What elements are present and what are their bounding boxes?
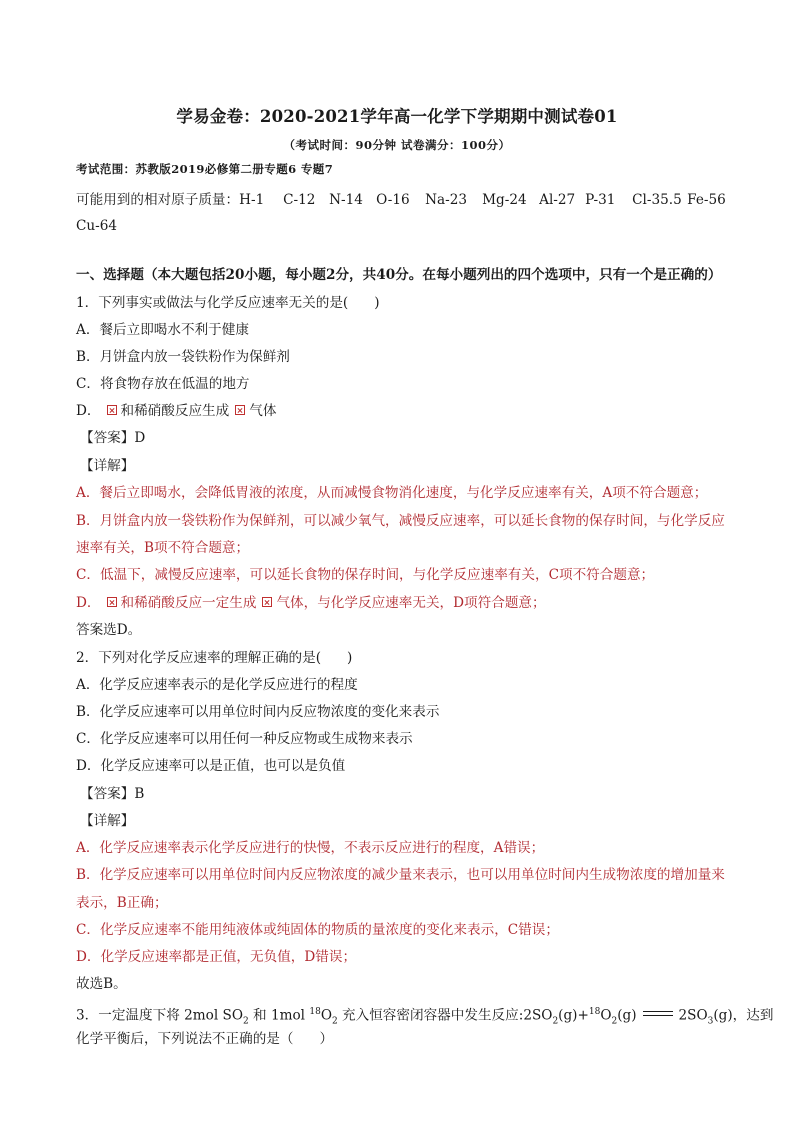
question-text: 和 1mol — [253, 1007, 310, 1024]
option-a: A．餐后立即喝水不利于健康 — [76, 322, 249, 338]
explanation-line: C．化学反应速率不能用纯液体或纯固体的物质的量浓度的变化来表示，C错误； — [76, 922, 559, 938]
explanation-line: 速率有关，B项不符合题意； — [76, 540, 250, 556]
explanation-line: B．化学反应速率可以用单位时间内反应物浓度的减少量来表示，也可以用单位时间内生成物浓度的增加量来 — [76, 867, 725, 883]
atomic-mass-item: O-16 — [376, 192, 410, 208]
question-text: 充入恒容密闭容器中发生反应:2SO — [342, 1007, 553, 1024]
atomic-mass-item: Al-27 — [539, 192, 576, 208]
atomic-mass-item: P-31 — [585, 192, 616, 208]
question-text: O — [600, 1007, 612, 1024]
page-title: 学易金卷：2020-2021学年高一化学下学期期中测试卷01 — [176, 107, 618, 126]
answer-label: 【答案】B — [80, 786, 145, 802]
question-text: 3．一定温度下将 2mol SO — [76, 1007, 243, 1024]
exam-scope: 考试范围：苏教版2019必修第二册专题6 专题7 — [76, 162, 334, 176]
option-d — [76, 402, 276, 420]
question-text: (g) — [617, 1007, 637, 1024]
superscript: 18 — [309, 1007, 321, 1017]
atomic-mass-line — [76, 191, 726, 209]
question-text: O — [320, 1007, 332, 1024]
explanation-line: A．餐后立即喝水，会降低胃液的浓度，从而减慢食物消化速度，与化学反应速率有关，A项不符合题意； — [76, 485, 708, 501]
explanation-line: B．月饼盒内放一袋铁粉作为保鲜剂，可以减少氧气，减慢反应速率，可以延长食物的保存时间，与化学反应 — [76, 513, 725, 529]
option-text: 和稀硝酸反应生成 — [120, 403, 230, 419]
atomic-mass-item: N-14 — [329, 192, 363, 208]
final-answer: 故选B。 — [76, 976, 127, 992]
question-text: (g)，达到 — [713, 1007, 774, 1024]
atomic-mass-item: H-1 — [239, 192, 265, 208]
option-label: D． — [76, 403, 101, 419]
explanation-text: 和稀硝酸反应一定生成 — [120, 595, 257, 611]
exam-info: （考试时间：90分钟 试卷满分：100分） — [283, 138, 511, 152]
atomic-mass-item: Cl-35.5 — [632, 192, 682, 208]
atomic-mass-item: Cu-64 — [76, 218, 118, 234]
subscript: 2 — [552, 1016, 559, 1027]
atomic-mass-item: Fe-56 — [687, 192, 726, 208]
option-text: 气体 — [249, 403, 277, 419]
question-text: 2SO — [678, 1007, 708, 1024]
explanation-line: C．低温下，减慢反应速率，可以延长食物的保存时间，与化学反应速率有关，C项不符合题意； — [76, 567, 655, 583]
detail-label: 【详解】 — [80, 813, 135, 829]
explanation-line — [76, 594, 546, 612]
question-paren: ） — [319, 1031, 334, 1047]
subscript: 2 — [242, 1016, 249, 1027]
explanation-text: 气体，与化学反应速率无关，D项符合题意； — [276, 595, 546, 611]
question-stem — [76, 1003, 773, 1030]
option-a: A．化学反应速率表示的是化学反应进行的程度 — [76, 677, 358, 693]
question-text: 2．下列对化学反应速率的理解正确的是( — [76, 650, 322, 666]
question-stem-continued — [76, 1030, 333, 1048]
question-text: (g)+ — [558, 1007, 589, 1024]
detail-label: 【详解】 — [80, 458, 135, 474]
question-paren: ) — [374, 295, 380, 311]
question-text: 化学平衡后，下列说法不正确的是（ — [76, 1031, 294, 1047]
question-text: 1．下列事实或做法与化学反应速率无关的是( — [76, 295, 349, 311]
question-paren: ) — [347, 650, 353, 666]
broken-image-icon — [107, 405, 117, 415]
explanation-line: A．化学反应速率表示化学反应进行的快慢，不表示反应进行的程度，A错误； — [76, 840, 545, 856]
broken-image-icon — [107, 597, 117, 607]
option-c: C．化学反应速率可以用任何一种反应物或生成物来表示 — [76, 731, 413, 747]
superscript: 18 — [588, 1007, 601, 1017]
question-stem — [76, 294, 380, 312]
section-heading: 一、选择题（本大题包括20小题，每小题2分，共40分。在每小题列出的四个选项中，只有一个是正确的） — [76, 267, 722, 283]
atomic-mass-label: 可能用到的相对原子质量： — [76, 192, 240, 208]
explanation-line: 表示，B正确； — [76, 895, 168, 911]
subscript: 2 — [331, 1016, 338, 1027]
question-stem — [76, 649, 352, 667]
final-answer: 答案选D。 — [76, 622, 142, 638]
broken-image-icon — [235, 405, 245, 415]
option-d: D．化学反应速率可以是正值，也可以是负值 — [76, 758, 346, 774]
option-c: C．将食物存放在低温的地方 — [76, 376, 250, 392]
subscript: 3 — [707, 1016, 714, 1027]
subscript: 2 — [611, 1016, 618, 1027]
atomic-mass-item: C-12 — [283, 192, 316, 208]
atomic-mass-item: Na-23 — [425, 192, 468, 208]
explanation-line: D．化学反应速率都是正值，无负值，D错误； — [76, 949, 357, 965]
broken-image-icon — [262, 597, 272, 607]
option-b: B．月饼盒内放一袋铁粉作为保鲜剂 — [76, 349, 290, 365]
option-b: B．化学反应速率可以用单位时间内反应物浓度的变化来表示 — [76, 704, 440, 720]
atomic-mass-item: Mg-24 — [482, 192, 527, 208]
answer-label: 【答案】D — [80, 430, 146, 446]
option-label: D． — [76, 595, 101, 611]
equilibrium-arrow-icon — [643, 1010, 673, 1018]
